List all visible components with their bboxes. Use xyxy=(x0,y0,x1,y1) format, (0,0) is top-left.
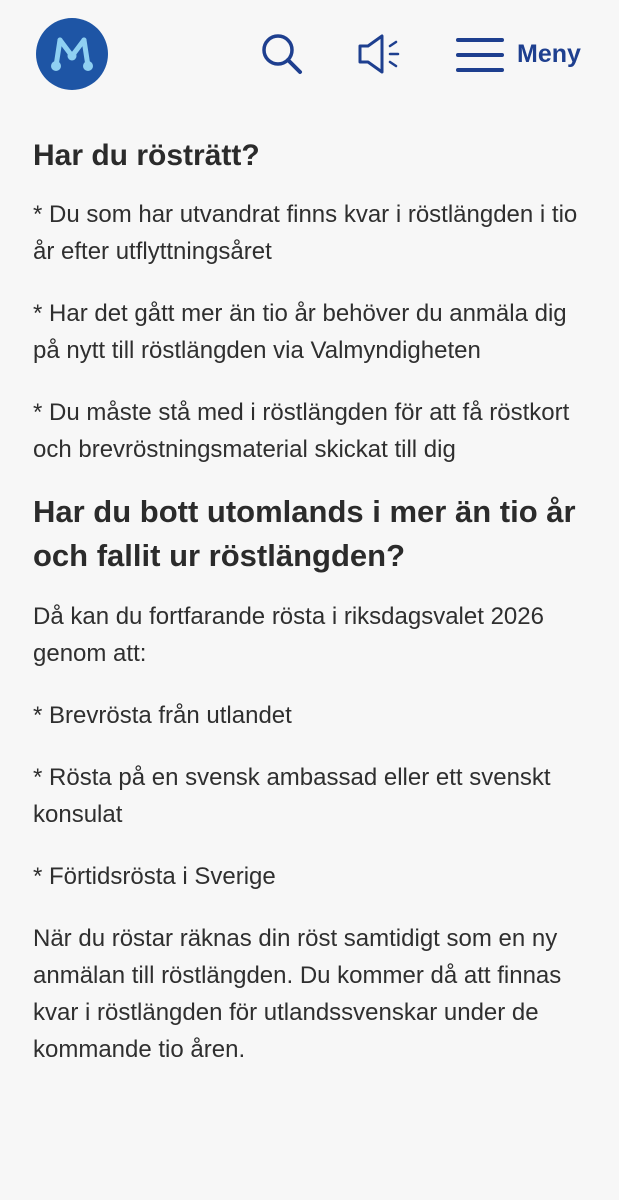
paragraph: När du röstar räknas din röst samtidigt som en ny anmälan till röstlängden. Du kommer då att finnas kvar i röstlängden för utlandssvenskar under de kommande tio åren. xyxy=(33,925,562,1063)
list-item: * Rösta på en svensk ambassad eller ett svenskt konsulat xyxy=(33,764,551,828)
paragraph: * Du måste stå med i röstlängden för att få röstkort och brevröstningsmaterial skickat till dig xyxy=(33,399,570,463)
moderaterna-logo-icon[interactable] xyxy=(36,18,108,90)
hamburger-icon xyxy=(455,32,505,76)
speaker-icon xyxy=(356,32,402,76)
paragraph: Då kan du fortfarande rösta i riksdagsvalet 2026 genom att: xyxy=(33,603,544,667)
heading-voting-rights: Har du rösträtt? xyxy=(33,139,260,172)
menu-button[interactable] xyxy=(455,30,595,78)
heading-lived-abroad: Har du bott utomlands i mer än tio år och fallit ur röstlängden? xyxy=(33,494,576,573)
search-button[interactable] xyxy=(260,32,304,76)
paragraph: * Du som har utvandrat finns kvar i röstlängden i tio år efter utflyttningsåret xyxy=(33,201,578,265)
article-content xyxy=(33,124,593,1068)
paragraph: * Har det gått mer än tio år behöver du anmäla dig på nytt till röstlängden via Valmyndigheten xyxy=(33,300,567,364)
list-item: * Förtidsrösta i Sverige xyxy=(33,863,276,890)
listen-button[interactable] xyxy=(356,32,402,76)
search-icon xyxy=(260,32,304,76)
site-header xyxy=(0,0,619,110)
menu-label: Meny xyxy=(517,39,581,68)
list-item: * Brevrösta från utlandet xyxy=(33,702,292,729)
